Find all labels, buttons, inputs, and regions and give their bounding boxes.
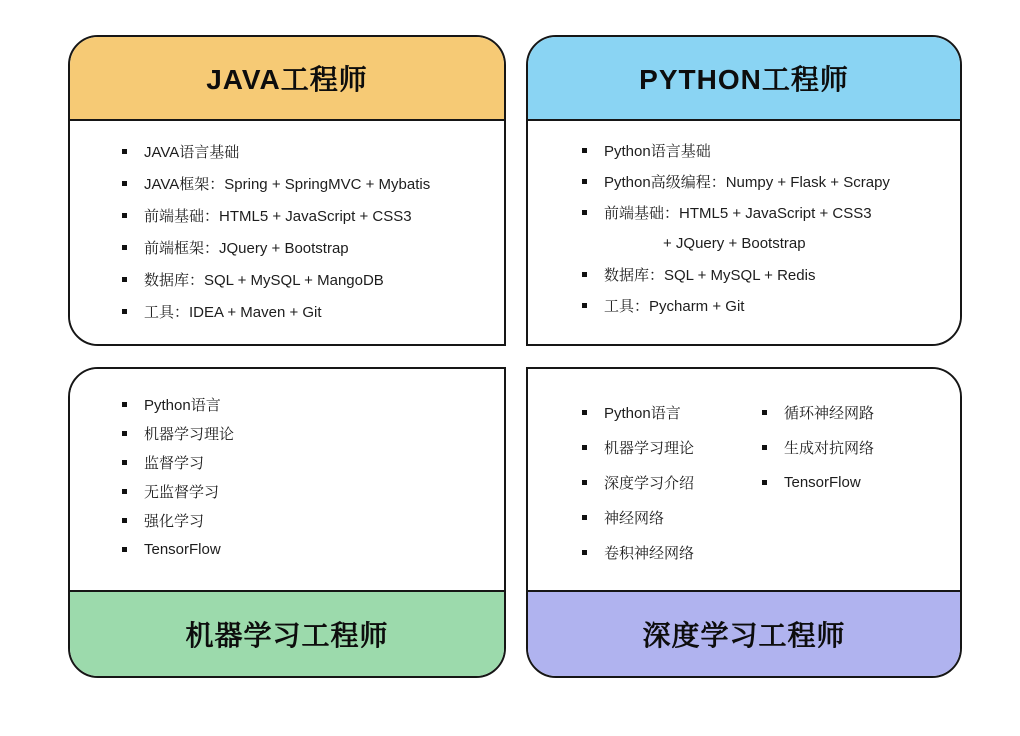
- skill-item-label: Python语言基础: [604, 143, 711, 160]
- bullet-square-icon: [582, 148, 587, 153]
- bullet-square-icon: [582, 303, 587, 308]
- skill-item-label: 工具：IDEA + Maven + Git: [144, 303, 322, 321]
- skill-item: [582, 465, 762, 500]
- skill-item-label: 卷积神经网络: [604, 545, 695, 562]
- card-title: 机器学习工程师: [185, 620, 389, 651]
- bullet-square-icon: [122, 309, 127, 314]
- skill-item-continuation: [582, 228, 890, 259]
- card-title: 深度学习工程师: [642, 620, 846, 651]
- skill-item: [582, 395, 762, 430]
- skill-item-label: 机器学习理论: [604, 440, 695, 457]
- card-machine-learning-engineer: [68, 367, 506, 678]
- skill-item-label: 工具：Pycharm + Git: [604, 298, 745, 315]
- skill-item-label: TensorFlow: [784, 474, 861, 491]
- bullet-square-icon: [122, 489, 127, 494]
- card-body: [70, 369, 504, 590]
- card-title-bar: [70, 590, 504, 676]
- skill-item-label: Python高级编程：Numpy + Flask + Scrapy: [604, 174, 890, 191]
- skill-item: [122, 199, 430, 231]
- card-title: PYTHON工程师: [639, 64, 849, 95]
- bullet-square-icon: [582, 272, 587, 277]
- skill-item-label: 前端基础：HTML5 + JavaScript + CSS3: [144, 207, 412, 225]
- skill-item: [762, 395, 874, 430]
- skill-list: [70, 121, 430, 344]
- bullet-square-icon: [762, 445, 767, 450]
- skill-item: [122, 419, 234, 448]
- skill-item-label: 深度学习介绍: [604, 475, 695, 492]
- bullet-square-icon: [582, 179, 587, 184]
- skill-item: [122, 167, 430, 199]
- card-body: [528, 369, 960, 590]
- bullet-square-icon: [122, 460, 127, 465]
- bullet-square-icon: [122, 547, 127, 552]
- skill-item: [582, 535, 762, 570]
- skill-item: [762, 465, 874, 500]
- skill-item-label: Python语言: [144, 397, 221, 414]
- skill-item-label: 前端框架：JQuery + Bootstrap: [144, 239, 349, 257]
- card-java-engineer: [68, 35, 506, 346]
- bullet-square-icon: [582, 445, 587, 450]
- card-body: [528, 121, 960, 344]
- bullet-square-icon: [122, 431, 127, 436]
- skill-item-label: 生成对抗网络: [784, 440, 875, 457]
- bullet-square-icon: [582, 515, 587, 520]
- bullet-square-icon: [762, 410, 767, 415]
- card-title-bar: [70, 37, 504, 121]
- skill-item-label: 循环神经网路: [784, 405, 875, 422]
- skill-list: [528, 121, 890, 344]
- skill-list-right-column: [762, 369, 874, 590]
- skill-item: [582, 166, 890, 197]
- skill-item: [122, 535, 234, 564]
- bullet-square-icon: [122, 181, 127, 186]
- bullet-square-icon: [122, 518, 127, 523]
- skill-list: [70, 369, 234, 590]
- card-body: [70, 121, 504, 344]
- skill-item: [122, 506, 234, 535]
- skill-item: [122, 390, 234, 419]
- skill-item-label: 数据库：SQL + MySQL + MangoDB: [144, 271, 384, 289]
- skill-item: [122, 295, 430, 327]
- bullet-square-icon: [582, 480, 587, 485]
- card-deep-learning-engineer: [526, 367, 962, 678]
- skill-item-label: 强化学习: [144, 513, 205, 530]
- skill-item: [762, 430, 874, 465]
- skill-item-label: 神经网络: [604, 510, 665, 527]
- skill-item-label: TensorFlow: [144, 541, 221, 558]
- skill-item: [122, 135, 430, 167]
- bullet-square-icon: [582, 550, 587, 555]
- skill-item: [582, 500, 762, 535]
- skill-item-label: JAVA语言基础: [144, 143, 240, 161]
- skill-item-label: JAVA框架：Spring + SpringMVC + Mybatis: [144, 175, 431, 193]
- skill-item-label: + JQuery + Bootstrap: [663, 235, 806, 252]
- bullet-square-icon: [582, 210, 587, 215]
- card-title-bar: [528, 37, 960, 121]
- card-title: JAVA工程师: [206, 64, 368, 95]
- bullet-square-icon: [762, 480, 767, 485]
- skill-item: [582, 430, 762, 465]
- skill-item: [582, 197, 890, 228]
- skill-item: [582, 290, 890, 321]
- bullet-square-icon: [582, 410, 587, 415]
- skill-item: [122, 448, 234, 477]
- bullet-square-icon: [122, 245, 127, 250]
- skill-item: [122, 231, 430, 263]
- bullet-square-icon: [122, 149, 127, 154]
- skill-item-label: Python语言: [604, 405, 681, 422]
- bullet-square-icon: [122, 277, 127, 282]
- skill-list-left-column: [528, 369, 762, 590]
- skill-item-label: 前端基础：HTML5 + JavaScript + CSS3: [604, 205, 872, 222]
- skill-item-label: 数据库：SQL + MySQL + Redis: [604, 267, 816, 284]
- skill-item: [582, 135, 890, 166]
- bullet-square-icon: [122, 213, 127, 218]
- bullet-square-icon: [122, 402, 127, 407]
- skill-item-label: 无监督学习: [144, 484, 220, 501]
- skill-item: [582, 259, 890, 290]
- skill-item-label: 监督学习: [144, 455, 205, 472]
- card-python-engineer: [526, 35, 962, 346]
- skill-item: [122, 263, 430, 295]
- card-title-bar: [528, 590, 960, 676]
- skill-item: [122, 477, 234, 506]
- skill-item-label: 机器学习理论: [144, 426, 235, 443]
